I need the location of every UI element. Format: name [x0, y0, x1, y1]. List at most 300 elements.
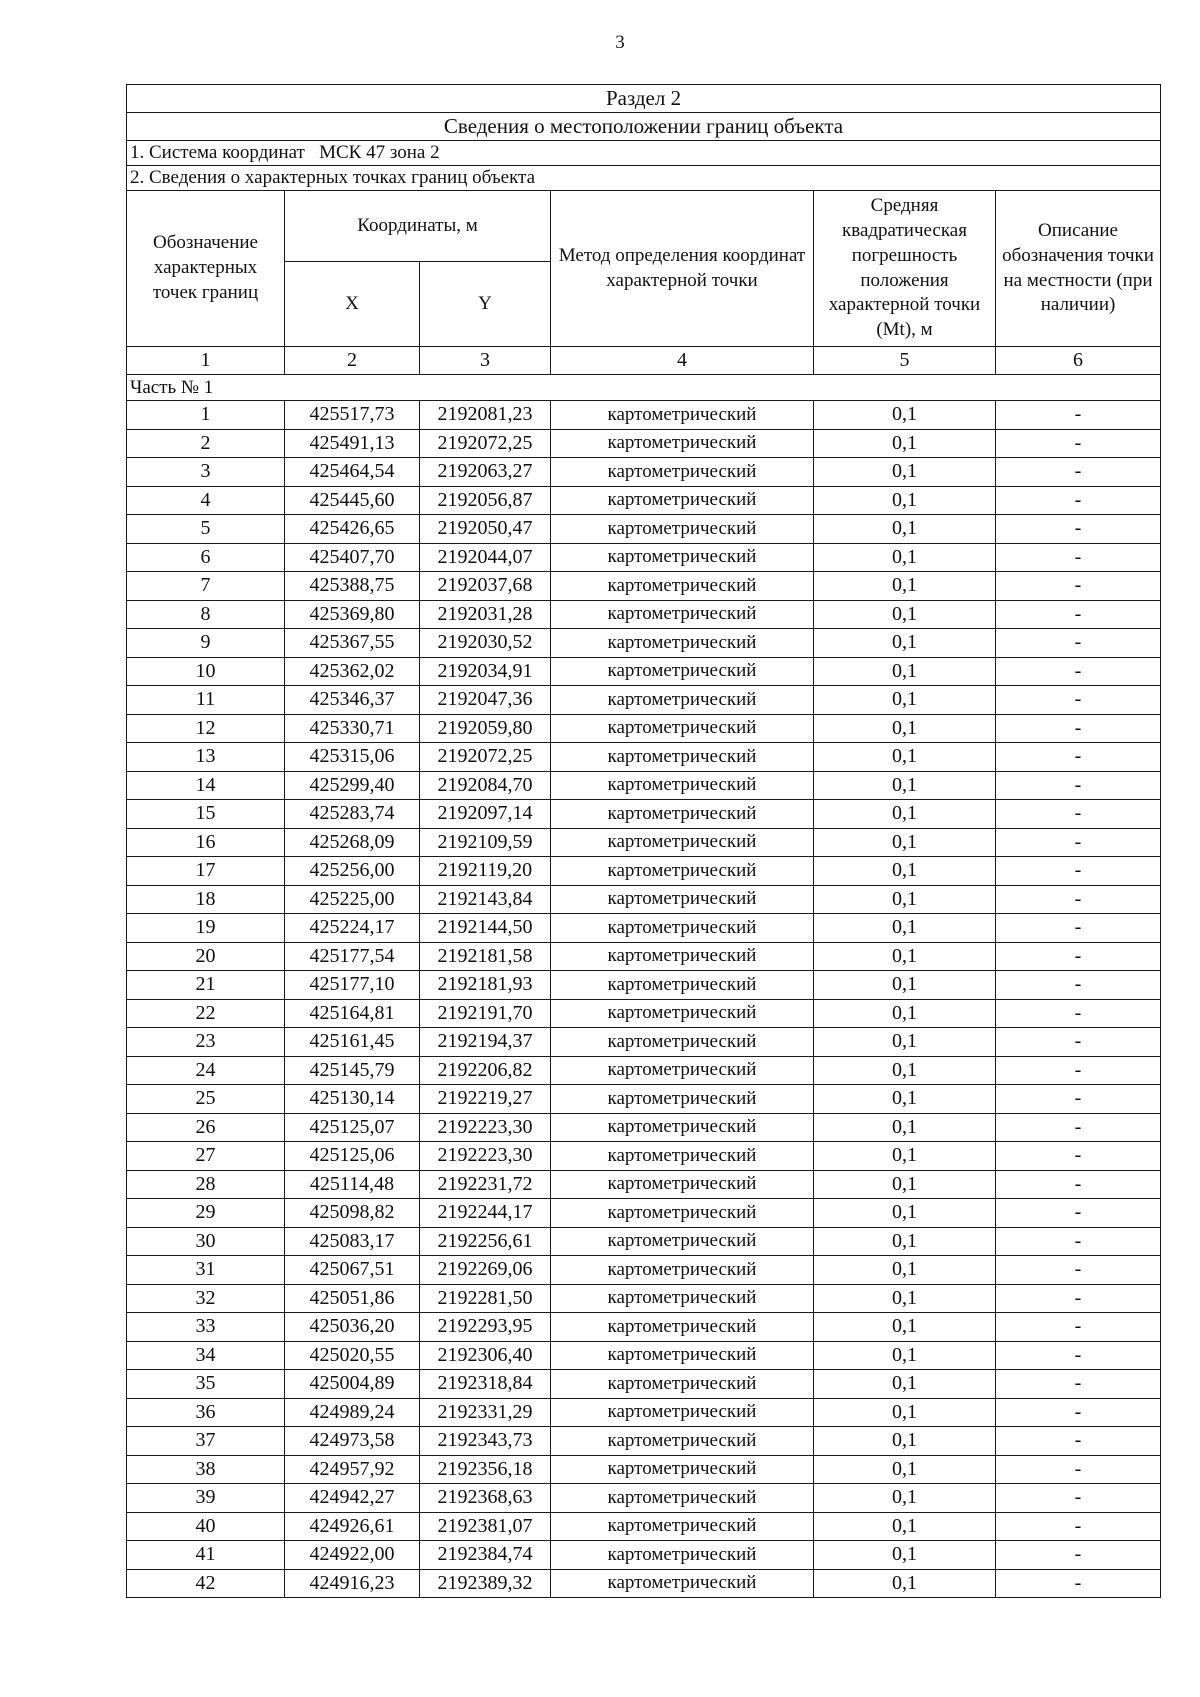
point-error: 0,1	[814, 743, 996, 772]
point-number: 10	[127, 657, 285, 686]
table-row	[127, 1398, 1161, 1427]
point-x: 425067,51	[285, 1256, 420, 1285]
point-number: 22	[127, 999, 285, 1028]
point-x: 425114,48	[285, 1170, 420, 1199]
column-number: 4	[551, 347, 814, 375]
point-error: 0,1	[814, 999, 996, 1028]
point-y: 2192331,29	[420, 1398, 551, 1427]
point-error: 0,1	[814, 1341, 996, 1370]
point-description: -	[996, 942, 1161, 971]
point-method: картометрический	[551, 1427, 814, 1456]
point-description: -	[996, 828, 1161, 857]
column-numbers-row	[127, 347, 1161, 375]
point-description: -	[996, 429, 1161, 458]
point-y: 2192034,91	[420, 657, 551, 686]
point-x: 425367,55	[285, 629, 420, 658]
point-x: 424957,92	[285, 1455, 420, 1484]
point-description: -	[996, 1341, 1161, 1370]
point-error: 0,1	[814, 629, 996, 658]
point-description: -	[996, 1484, 1161, 1513]
table-row	[127, 657, 1161, 686]
point-error: 0,1	[814, 1370, 996, 1399]
point-y: 2192072,25	[420, 743, 551, 772]
point-x: 425369,80	[285, 600, 420, 629]
point-y: 2192306,40	[420, 1341, 551, 1370]
point-x: 425315,06	[285, 743, 420, 772]
point-description: -	[996, 1284, 1161, 1313]
point-y: 2192191,70	[420, 999, 551, 1028]
point-y: 2192256,61	[420, 1227, 551, 1256]
point-error: 0,1	[814, 1142, 996, 1171]
point-error: 0,1	[814, 828, 996, 857]
table-row	[127, 1569, 1161, 1598]
table-row	[127, 1427, 1161, 1456]
point-number: 3	[127, 458, 285, 487]
point-number: 41	[127, 1541, 285, 1570]
point-error: 0,1	[814, 486, 996, 515]
table-row	[127, 971, 1161, 1000]
part-row	[127, 375, 1161, 401]
point-description: -	[996, 486, 1161, 515]
point-number: 32	[127, 1284, 285, 1313]
table-row	[127, 942, 1161, 971]
header-description: Описание обозначения точки на местности (при наличии)	[996, 191, 1161, 347]
point-method: картометрический	[551, 1227, 814, 1256]
point-description: -	[996, 1142, 1161, 1171]
point-y: 2192368,63	[420, 1484, 551, 1513]
point-error: 0,1	[814, 1085, 996, 1114]
point-error: 0,1	[814, 572, 996, 601]
point-method: картометрический	[551, 401, 814, 430]
point-x: 425362,02	[285, 657, 420, 686]
header-coordinates: Координаты, м	[285, 191, 551, 262]
point-description: -	[996, 914, 1161, 943]
point-x: 425388,75	[285, 572, 420, 601]
point-error: 0,1	[814, 515, 996, 544]
point-method: картометрический	[551, 629, 814, 658]
point-x: 425517,73	[285, 401, 420, 430]
point-method: картометрический	[551, 885, 814, 914]
point-error: 0,1	[814, 1284, 996, 1313]
point-method: картометрический	[551, 1541, 814, 1570]
point-description: -	[996, 857, 1161, 886]
point-method: картометрический	[551, 1142, 814, 1171]
point-method: картометрический	[551, 1256, 814, 1285]
point-method: картометрический	[551, 1085, 814, 1114]
point-x: 425225,00	[285, 885, 420, 914]
point-error: 0,1	[814, 1398, 996, 1427]
table-row	[127, 1085, 1161, 1114]
point-description: -	[996, 1313, 1161, 1342]
point-method: картометрический	[551, 600, 814, 629]
point-number: 11	[127, 686, 285, 715]
point-x: 425125,06	[285, 1142, 420, 1171]
point-method: картометрический	[551, 1113, 814, 1142]
point-x: 425051,86	[285, 1284, 420, 1313]
point-x: 425164,81	[285, 999, 420, 1028]
point-y: 2192044,07	[420, 543, 551, 572]
point-x: 425145,79	[285, 1056, 420, 1085]
point-y: 2192381,07	[420, 1512, 551, 1541]
column-number: 1	[127, 347, 285, 375]
point-error: 0,1	[814, 1427, 996, 1456]
point-number: 20	[127, 942, 285, 971]
point-description: -	[996, 1370, 1161, 1399]
point-description: -	[996, 1170, 1161, 1199]
column-number: 6	[996, 347, 1161, 375]
point-method: картометрический	[551, 1512, 814, 1541]
table-row	[127, 1256, 1161, 1285]
point-description: -	[996, 1256, 1161, 1285]
point-y: 2192384,74	[420, 1541, 551, 1570]
point-error: 0,1	[814, 914, 996, 943]
points-heading-row	[127, 166, 1161, 191]
point-method: картометрический	[551, 1569, 814, 1598]
coordinate-system: 1. Система координат МСК 47 зона 2	[127, 141, 1161, 166]
point-y: 2192056,87	[420, 486, 551, 515]
point-number: 26	[127, 1113, 285, 1142]
point-description: -	[996, 1028, 1161, 1057]
header-designation: Обозначение характерных точек границ	[127, 191, 285, 347]
point-y: 2192231,72	[420, 1170, 551, 1199]
table-row	[127, 743, 1161, 772]
point-description: -	[996, 686, 1161, 715]
point-description: -	[996, 800, 1161, 829]
point-error: 0,1	[814, 657, 996, 686]
point-x: 425464,54	[285, 458, 420, 487]
point-method: картометрический	[551, 1484, 814, 1513]
table-row	[127, 1341, 1161, 1370]
section-subtitle: Сведения о местоположении границ объекта	[127, 113, 1161, 141]
point-method: картометрический	[551, 714, 814, 743]
point-number: 12	[127, 714, 285, 743]
point-y: 2192144,50	[420, 914, 551, 943]
point-description: -	[996, 1569, 1161, 1598]
point-error: 0,1	[814, 543, 996, 572]
point-number: 42	[127, 1569, 285, 1598]
point-error: 0,1	[814, 1199, 996, 1228]
point-y: 2192318,84	[420, 1370, 551, 1399]
point-description: -	[996, 1427, 1161, 1456]
point-number: 9	[127, 629, 285, 658]
coordinate-system-row	[127, 141, 1161, 166]
point-y: 2192097,14	[420, 800, 551, 829]
point-method: картометрический	[551, 800, 814, 829]
point-x: 425224,17	[285, 914, 420, 943]
table-row	[127, 629, 1161, 658]
point-y: 2192206,82	[420, 1056, 551, 1085]
point-y: 2192219,27	[420, 1085, 551, 1114]
header-x: X	[285, 262, 420, 347]
point-x: 425098,82	[285, 1199, 420, 1228]
point-method: картометрический	[551, 1284, 814, 1313]
point-y: 2192244,17	[420, 1199, 551, 1228]
header-error: Средняя квадратическая погрешность положения характерной точки (Mt), м	[814, 191, 996, 347]
table-body	[127, 85, 1161, 1598]
point-y: 2192109,59	[420, 828, 551, 857]
point-number: 27	[127, 1142, 285, 1171]
point-number: 36	[127, 1398, 285, 1427]
point-x: 425256,00	[285, 857, 420, 886]
point-method: картометрический	[551, 657, 814, 686]
point-method: картометрический	[551, 1398, 814, 1427]
point-method: картометрический	[551, 458, 814, 487]
point-method: картометрический	[551, 1170, 814, 1199]
table-row	[127, 828, 1161, 857]
point-y: 2192031,28	[420, 600, 551, 629]
point-y: 2192181,93	[420, 971, 551, 1000]
point-x: 425004,89	[285, 1370, 420, 1399]
point-error: 0,1	[814, 800, 996, 829]
point-number: 31	[127, 1256, 285, 1285]
part-label: Часть № 1	[127, 375, 1161, 401]
table-row	[127, 1370, 1161, 1399]
header-row	[127, 191, 1161, 262]
point-method: картометрический	[551, 572, 814, 601]
point-number: 2	[127, 429, 285, 458]
point-error: 0,1	[814, 1256, 996, 1285]
point-x: 425036,20	[285, 1313, 420, 1342]
point-number: 25	[127, 1085, 285, 1114]
point-number: 39	[127, 1484, 285, 1513]
table-row	[127, 999, 1161, 1028]
column-number: 3	[420, 347, 551, 375]
table-row	[127, 1199, 1161, 1228]
point-error: 0,1	[814, 1170, 996, 1199]
point-description: -	[996, 885, 1161, 914]
point-method: картометрический	[551, 429, 814, 458]
point-method: картометрический	[551, 1199, 814, 1228]
point-method: картометрический	[551, 999, 814, 1028]
point-y: 2192050,47	[420, 515, 551, 544]
point-y: 2192223,30	[420, 1113, 551, 1142]
table-row	[127, 1113, 1161, 1142]
point-x: 425130,14	[285, 1085, 420, 1114]
point-number: 21	[127, 971, 285, 1000]
point-method: картометрический	[551, 828, 814, 857]
point-error: 0,1	[814, 1056, 996, 1085]
point-x: 425283,74	[285, 800, 420, 829]
point-method: картометрический	[551, 857, 814, 886]
point-number: 18	[127, 885, 285, 914]
table-row	[127, 572, 1161, 601]
point-y: 2192063,27	[420, 458, 551, 487]
point-error: 0,1	[814, 458, 996, 487]
points-heading: 2. Сведения о характерных точках границ объекта	[127, 166, 1161, 191]
point-number: 38	[127, 1455, 285, 1484]
point-x: 425407,70	[285, 543, 420, 572]
point-y: 2192223,30	[420, 1142, 551, 1171]
point-x: 424973,58	[285, 1427, 420, 1456]
point-description: -	[996, 771, 1161, 800]
point-x: 425491,13	[285, 429, 420, 458]
point-method: картометрический	[551, 743, 814, 772]
point-number: 29	[127, 1199, 285, 1228]
table-row	[127, 515, 1161, 544]
point-method: картометрический	[551, 543, 814, 572]
point-description: -	[996, 515, 1161, 544]
point-x: 425299,40	[285, 771, 420, 800]
point-error: 0,1	[814, 857, 996, 886]
point-x: 425125,07	[285, 1113, 420, 1142]
point-method: картометрический	[551, 486, 814, 515]
point-error: 0,1	[814, 771, 996, 800]
table-row	[127, 714, 1161, 743]
point-method: картометрический	[551, 1341, 814, 1370]
point-description: -	[996, 572, 1161, 601]
point-error: 0,1	[814, 885, 996, 914]
point-description: -	[996, 401, 1161, 430]
point-description: -	[996, 1085, 1161, 1114]
point-description: -	[996, 543, 1161, 572]
point-y: 2192030,52	[420, 629, 551, 658]
point-y: 2192194,37	[420, 1028, 551, 1057]
point-error: 0,1	[814, 429, 996, 458]
point-number: 24	[127, 1056, 285, 1085]
point-number: 14	[127, 771, 285, 800]
point-method: картометрический	[551, 1056, 814, 1085]
section-subtitle-row	[127, 113, 1161, 141]
point-number: 13	[127, 743, 285, 772]
point-method: картометрический	[551, 942, 814, 971]
point-y: 2192084,70	[420, 771, 551, 800]
point-description: -	[996, 1512, 1161, 1541]
point-method: картометрический	[551, 686, 814, 715]
point-description: -	[996, 1227, 1161, 1256]
section-title-row	[127, 85, 1161, 113]
point-number: 28	[127, 1170, 285, 1199]
column-number: 5	[814, 347, 996, 375]
point-description: -	[996, 1398, 1161, 1427]
point-number: 30	[127, 1227, 285, 1256]
point-number: 17	[127, 857, 285, 886]
table-row	[127, 1313, 1161, 1342]
point-error: 0,1	[814, 686, 996, 715]
point-description: -	[996, 999, 1161, 1028]
point-method: картометрический	[551, 971, 814, 1000]
point-error: 0,1	[814, 942, 996, 971]
point-y: 2192072,25	[420, 429, 551, 458]
point-error: 0,1	[814, 1113, 996, 1142]
point-number: 1	[127, 401, 285, 430]
point-error: 0,1	[814, 1455, 996, 1484]
table-row	[127, 1142, 1161, 1171]
point-number: 16	[127, 828, 285, 857]
point-description: -	[996, 1113, 1161, 1142]
point-y: 2192143,84	[420, 885, 551, 914]
point-y: 2192181,58	[420, 942, 551, 971]
point-number: 23	[127, 1028, 285, 1057]
point-y: 2192059,80	[420, 714, 551, 743]
page-number: 3	[615, 32, 625, 53]
point-x: 425445,60	[285, 486, 420, 515]
section-title: Раздел 2	[127, 85, 1161, 113]
point-number: 5	[127, 515, 285, 544]
table-row	[127, 771, 1161, 800]
point-method: картометрический	[551, 1370, 814, 1399]
point-number: 37	[127, 1427, 285, 1456]
point-number: 35	[127, 1370, 285, 1399]
point-x: 425330,71	[285, 714, 420, 743]
point-error: 0,1	[814, 401, 996, 430]
point-error: 0,1	[814, 1541, 996, 1570]
boundary-points-table	[126, 84, 1161, 1598]
point-x: 425177,54	[285, 942, 420, 971]
table-row	[127, 800, 1161, 829]
table-row	[127, 429, 1161, 458]
point-x: 425426,65	[285, 515, 420, 544]
point-y: 2192356,18	[420, 1455, 551, 1484]
point-y: 2192343,73	[420, 1427, 551, 1456]
point-description: -	[996, 1056, 1161, 1085]
point-x: 425268,09	[285, 828, 420, 857]
point-x: 424989,24	[285, 1398, 420, 1427]
table-row	[127, 600, 1161, 629]
point-error: 0,1	[814, 1227, 996, 1256]
point-x: 425083,17	[285, 1227, 420, 1256]
point-error: 0,1	[814, 1512, 996, 1541]
header-y: Y	[420, 262, 551, 347]
table-row	[127, 1455, 1161, 1484]
point-error: 0,1	[814, 1313, 996, 1342]
point-number: 33	[127, 1313, 285, 1342]
point-description: -	[996, 1199, 1161, 1228]
point-x: 425177,10	[285, 971, 420, 1000]
table-row	[127, 1227, 1161, 1256]
point-description: -	[996, 600, 1161, 629]
table-row	[127, 1541, 1161, 1570]
point-x: 425346,37	[285, 686, 420, 715]
point-description: -	[996, 629, 1161, 658]
point-method: картометрический	[551, 771, 814, 800]
table-row	[127, 401, 1161, 430]
table-row	[127, 543, 1161, 572]
point-x: 424942,27	[285, 1484, 420, 1513]
point-description: -	[996, 971, 1161, 1000]
point-number: 4	[127, 486, 285, 515]
table-row	[127, 885, 1161, 914]
point-y: 2192281,50	[420, 1284, 551, 1313]
point-description: -	[996, 657, 1161, 686]
table-row	[127, 1512, 1161, 1541]
point-number: 15	[127, 800, 285, 829]
point-y: 2192119,20	[420, 857, 551, 886]
point-description: -	[996, 714, 1161, 743]
point-method: картометрический	[551, 914, 814, 943]
table-row	[127, 914, 1161, 943]
point-number: 6	[127, 543, 285, 572]
point-error: 0,1	[814, 714, 996, 743]
table-row	[127, 1284, 1161, 1313]
point-number: 19	[127, 914, 285, 943]
point-method: картометрический	[551, 1455, 814, 1484]
table-row	[127, 486, 1161, 515]
point-method: картометрический	[551, 1313, 814, 1342]
point-x: 425161,45	[285, 1028, 420, 1057]
point-x: 424922,00	[285, 1541, 420, 1570]
point-x: 424916,23	[285, 1569, 420, 1598]
table-row	[127, 686, 1161, 715]
point-error: 0,1	[814, 600, 996, 629]
point-y: 2192389,32	[420, 1569, 551, 1598]
point-description: -	[996, 1541, 1161, 1570]
point-error: 0,1	[814, 1569, 996, 1598]
point-x: 424926,61	[285, 1512, 420, 1541]
table-row	[127, 1056, 1161, 1085]
point-error: 0,1	[814, 1028, 996, 1057]
point-description: -	[996, 458, 1161, 487]
point-y: 2192037,68	[420, 572, 551, 601]
